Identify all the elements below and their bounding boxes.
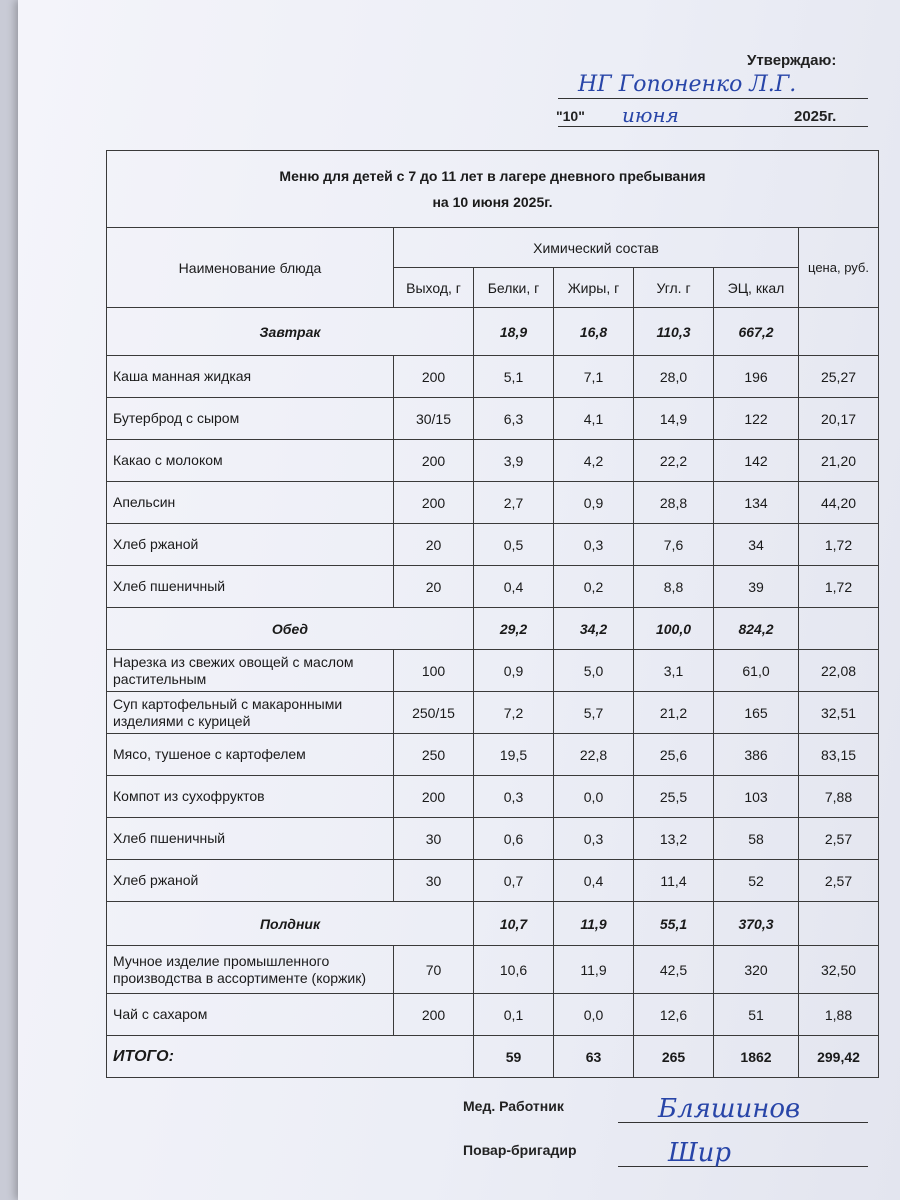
- menu-title: [107, 151, 879, 228]
- section-energy: 667,2: [714, 308, 799, 356]
- table-row: [107, 440, 879, 482]
- title-line-2: на 10 июня 2025г.: [432, 194, 553, 210]
- title-line-1: Меню для детей с 7 до 11 лет в лагере дневного пребывания: [279, 168, 706, 184]
- total-protein: 59: [474, 1036, 554, 1078]
- section-name: Обед: [107, 608, 474, 650]
- cook-label: Повар-бригадир: [463, 1142, 577, 1158]
- col-header-yield: Выход, г: [394, 268, 474, 308]
- dish-carbs: 28,0: [634, 356, 714, 398]
- dish-price: 83,15: [799, 734, 879, 776]
- total-label: ИТОГО:: [107, 1036, 474, 1078]
- total-energy: 1862: [714, 1036, 799, 1078]
- dish-fat: 0,0: [554, 776, 634, 818]
- section-row: [107, 608, 879, 650]
- approval-label: Утверждаю:: [747, 52, 837, 69]
- dish-name: Хлеб пшеничный: [107, 566, 394, 608]
- dish-carbs: 13,2: [634, 818, 714, 860]
- dish-yield: 200: [394, 356, 474, 398]
- dish-yield: 20: [394, 566, 474, 608]
- dish-protein: 0,7: [474, 860, 554, 902]
- section-row: [107, 308, 879, 356]
- dish-fat: 5,7: [554, 692, 634, 734]
- col-header-chem: Химический состав: [394, 228, 799, 268]
- dish-energy: 386: [714, 734, 799, 776]
- dish-yield: 200: [394, 482, 474, 524]
- table-row: [107, 692, 879, 734]
- dish-protein: 0,4: [474, 566, 554, 608]
- dish-yield: 200: [394, 994, 474, 1036]
- dish-price: 1,72: [799, 524, 879, 566]
- dish-name: Нарезка из свежих овощей с маслом растительным: [107, 650, 394, 692]
- dish-fat: 22,8: [554, 734, 634, 776]
- dish-name: Бутерброд с сыром: [107, 398, 394, 440]
- dish-fat: 0,3: [554, 524, 634, 566]
- total-carbs: 265: [634, 1036, 714, 1078]
- dish-energy: 165: [714, 692, 799, 734]
- total-fat: 63: [554, 1036, 634, 1078]
- dish-carbs: 8,8: [634, 566, 714, 608]
- dish-name: Мясо, тушеное с картофелем: [107, 734, 394, 776]
- dish-energy: 34: [714, 524, 799, 566]
- section-energy: 370,3: [714, 902, 799, 946]
- dish-energy: 134: [714, 482, 799, 524]
- dish-carbs: 42,5: [634, 946, 714, 994]
- table-row: [107, 818, 879, 860]
- col-header-protein: Белки, г: [474, 268, 554, 308]
- dish-protein: 3,9: [474, 440, 554, 482]
- dish-yield: 70: [394, 946, 474, 994]
- col-header-energy: ЭЦ, ккал: [714, 268, 799, 308]
- approval-date-year: 2025г.: [794, 108, 837, 125]
- dish-energy: 51: [714, 994, 799, 1036]
- dish-yield: 250: [394, 734, 474, 776]
- section-fat: 34,2: [554, 608, 634, 650]
- dish-name: Компот из сухофруктов: [107, 776, 394, 818]
- section-protein: 18,9: [474, 308, 554, 356]
- cook-signature-line: [618, 1166, 868, 1167]
- dish-price: 44,20: [799, 482, 879, 524]
- dish-protein: 6,3: [474, 398, 554, 440]
- dish-carbs: 3,1: [634, 650, 714, 692]
- dish-carbs: 22,2: [634, 440, 714, 482]
- dish-energy: 61,0: [714, 650, 799, 692]
- dish-energy: 103: [714, 776, 799, 818]
- dish-energy: 196: [714, 356, 799, 398]
- dish-price: 7,88: [799, 776, 879, 818]
- dish-name: Суп картофельный с макаронными изделиями с курицей: [107, 692, 394, 734]
- dish-protein: 0,6: [474, 818, 554, 860]
- signature-line: [558, 98, 868, 99]
- table-row: [107, 566, 879, 608]
- med-signature: Бляшинов: [658, 1094, 801, 1124]
- dish-fat: 7,1: [554, 356, 634, 398]
- date-line: [558, 126, 868, 127]
- section-name: Завтрак: [107, 308, 474, 356]
- dish-price: 2,57: [799, 818, 879, 860]
- dish-protein: 0,9: [474, 650, 554, 692]
- section-price-empty: [799, 608, 879, 650]
- table-row: [107, 946, 879, 994]
- section-price-empty: [799, 308, 879, 356]
- dish-carbs: 25,5: [634, 776, 714, 818]
- approval-date-day: "10": [556, 108, 585, 124]
- table-row: [107, 860, 879, 902]
- dish-protein: 19,5: [474, 734, 554, 776]
- section-protein: 10,7: [474, 902, 554, 946]
- dish-protein: 10,6: [474, 946, 554, 994]
- dish-carbs: 28,8: [634, 482, 714, 524]
- dish-name: Хлеб пшеничный: [107, 818, 394, 860]
- dish-fat: 0,3: [554, 818, 634, 860]
- dish-price: 32,50: [799, 946, 879, 994]
- dish-carbs: 21,2: [634, 692, 714, 734]
- dish-protein: 0,1: [474, 994, 554, 1036]
- dish-fat: 0,9: [554, 482, 634, 524]
- table-row: [107, 398, 879, 440]
- dish-yield: 200: [394, 440, 474, 482]
- menu-table: [106, 150, 879, 1078]
- dish-carbs: 12,6: [634, 994, 714, 1036]
- dish-price: 22,08: [799, 650, 879, 692]
- dish-protein: 7,2: [474, 692, 554, 734]
- date-day: 10: [562, 108, 579, 124]
- dish-protein: 0,3: [474, 776, 554, 818]
- table-row: [107, 356, 879, 398]
- dish-fat: 0,4: [554, 860, 634, 902]
- approval-date-month: июня: [622, 103, 679, 127]
- dish-name: Чай с сахаром: [107, 994, 394, 1036]
- dish-yield: 30/15: [394, 398, 474, 440]
- cook-signature: Шир: [668, 1138, 732, 1168]
- dish-carbs: 11,4: [634, 860, 714, 902]
- table-row: [107, 734, 879, 776]
- dish-yield: 200: [394, 776, 474, 818]
- dish-yield: 20: [394, 524, 474, 566]
- dish-fat: 0,2: [554, 566, 634, 608]
- dish-price: 2,57: [799, 860, 879, 902]
- dish-name: Хлеб ржаной: [107, 524, 394, 566]
- dish-name: Апельсин: [107, 482, 394, 524]
- dish-name: Мучное изделие промышленного производства в ассортименте (коржик): [107, 946, 394, 994]
- dish-price: 1,72: [799, 566, 879, 608]
- col-header-fat: Жиры, г: [554, 268, 634, 308]
- dish-energy: 58: [714, 818, 799, 860]
- dish-price: 25,27: [799, 356, 879, 398]
- dish-price: 32,51: [799, 692, 879, 734]
- dish-energy: 122: [714, 398, 799, 440]
- section-carbs: 100,0: [634, 608, 714, 650]
- section-carbs: 110,3: [634, 308, 714, 356]
- dish-yield: 100: [394, 650, 474, 692]
- section-price-empty: [799, 902, 879, 946]
- table-row: [107, 650, 879, 692]
- dish-carbs: 14,9: [634, 398, 714, 440]
- dish-name: Каша манная жидкая: [107, 356, 394, 398]
- dish-fat: 4,2: [554, 440, 634, 482]
- section-fat: 11,9: [554, 902, 634, 946]
- dish-energy: 320: [714, 946, 799, 994]
- table-row: [107, 482, 879, 524]
- dish-price: 20,17: [799, 398, 879, 440]
- col-header-carbs: Угл. г: [634, 268, 714, 308]
- dish-protein: 2,7: [474, 482, 554, 524]
- approval-signature: НГ Гопоненко Л.Г.: [578, 72, 797, 97]
- dish-energy: 52: [714, 860, 799, 902]
- section-row: [107, 902, 879, 946]
- document-page: [18, 0, 900, 1200]
- dish-fat: 0,0: [554, 994, 634, 1036]
- dish-fat: 11,9: [554, 946, 634, 994]
- dish-carbs: 7,6: [634, 524, 714, 566]
- section-carbs: 55,1: [634, 902, 714, 946]
- dish-yield: 250/15: [394, 692, 474, 734]
- dish-carbs: 25,6: [634, 734, 714, 776]
- total-price: 299,42: [799, 1036, 879, 1078]
- dish-price: 21,20: [799, 440, 879, 482]
- dish-protein: 0,5: [474, 524, 554, 566]
- col-header-name: Наименование блюда: [107, 228, 394, 308]
- dish-price: 1,88: [799, 994, 879, 1036]
- dish-fat: 4,1: [554, 398, 634, 440]
- dish-energy: 142: [714, 440, 799, 482]
- section-name: Полдник: [107, 902, 474, 946]
- dish-name: Хлеб ржаной: [107, 860, 394, 902]
- section-protein: 29,2: [474, 608, 554, 650]
- dish-energy: 39: [714, 566, 799, 608]
- table-row: [107, 524, 879, 566]
- section-energy: 824,2: [714, 608, 799, 650]
- dish-yield: 30: [394, 818, 474, 860]
- dish-name: Какао с молоком: [107, 440, 394, 482]
- col-header-price: цена, руб.: [799, 228, 879, 308]
- table-row: [107, 776, 879, 818]
- dish-protein: 5,1: [474, 356, 554, 398]
- dish-yield: 30: [394, 860, 474, 902]
- total-row: [107, 1036, 879, 1078]
- section-fat: 16,8: [554, 308, 634, 356]
- med-worker-label: Мед. Работник: [463, 1098, 564, 1114]
- dish-fat: 5,0: [554, 650, 634, 692]
- table-row: [107, 994, 879, 1036]
